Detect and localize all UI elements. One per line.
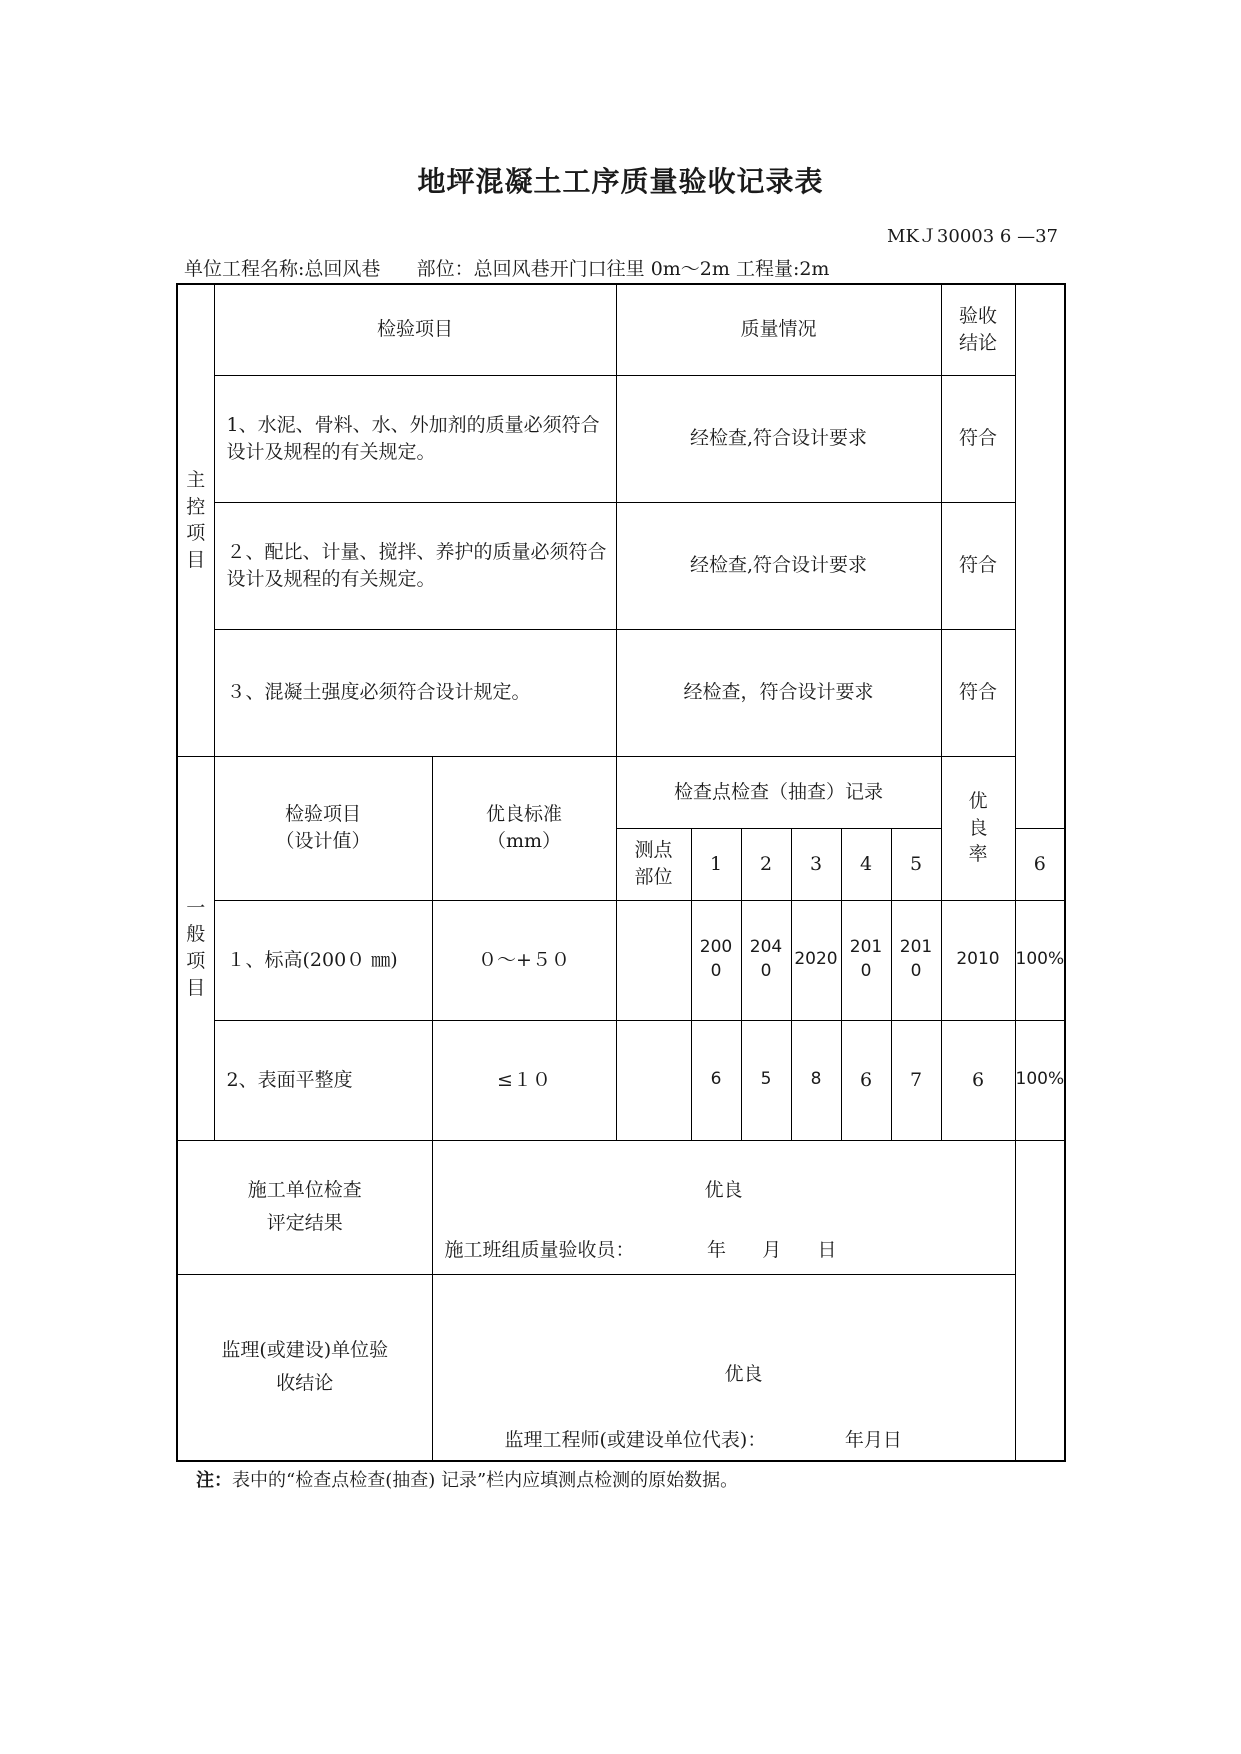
general-position-1 (616, 900, 691, 1020)
supervision-signature-line: 监理工程师(或建设单位代表)： 年月日 (504, 1428, 902, 1451)
main-item-1: 1、水泥、骨料、水、外加剂的质量必须符合设计及规程的有关规定。 (214, 375, 616, 502)
table-row (177, 1020, 1065, 1140)
main-item-header: 检验项目 (214, 284, 616, 375)
main-conclusion-1: 符合 (941, 375, 1015, 502)
general-section-label: 一般项目 (177, 756, 214, 1140)
table-row (177, 375, 1065, 502)
point-5-header: 5 (891, 828, 941, 900)
project-info (184, 254, 829, 281)
main-conclusion-2: 符合 (941, 502, 1015, 629)
general-header-row (177, 756, 1065, 828)
general-value-2-1: 6 (691, 1020, 741, 1140)
general-item-2: 2、表面平整度 (214, 1020, 432, 1140)
general-value-1-2: 2040 (741, 900, 791, 1020)
footnote (196, 1466, 738, 1492)
general-rate-1: 100% (1015, 900, 1065, 1020)
point-3-header: 3 (791, 828, 841, 900)
general-value-2-3: 8 (791, 1020, 841, 1140)
supervision-label: 监理(或建设)单位验收结论 (177, 1274, 432, 1461)
general-value-2-4: 6 (841, 1020, 891, 1140)
record-header: 检查点检查（抽查）记录 (616, 756, 941, 828)
general-position-2 (616, 1020, 691, 1140)
inspection-table (176, 283, 1066, 1462)
general-value-1-4: 2010 (841, 900, 891, 1020)
construction-check-label: 施工单位检查评定结果 (177, 1140, 432, 1274)
general-value-1-5: 2010 (891, 900, 941, 1020)
rate-header: 优良率 (941, 756, 1015, 900)
supervision-content (432, 1274, 1015, 1461)
general-value-1-1: 2000 (691, 900, 741, 1020)
general-standard-1: ０～+５０ (432, 900, 616, 1020)
general-value-1-6: 2010 (941, 900, 1015, 1020)
table-row (177, 629, 1065, 756)
footnote-prefix: 注： (196, 1470, 232, 1491)
main-control-header-row (177, 284, 1065, 375)
main-control-section-label: 主控项目 (177, 284, 214, 756)
general-rate-2: 100% (1015, 1020, 1065, 1140)
point-1-header: 1 (691, 828, 741, 900)
main-conclusion-3: 符合 (941, 629, 1015, 756)
footnote-text: 表中的“检查点检查(抽查) 记录”栏内应填测点检测的原始数据。 (232, 1470, 739, 1491)
construction-check-content (432, 1140, 1015, 1274)
document-code: MKＪ30003 6 —37 (887, 226, 1058, 247)
unit-project-name: 单位工程名称:总回风巷 (184, 258, 381, 280)
point-position-header: 测点部位 (616, 828, 691, 900)
main-item-2: ２、配比、计量、搅拌、养护的质量必须符合设计及规程的有关规定。 (214, 502, 616, 629)
table-row (177, 900, 1065, 1020)
general-item-header: 检验项目（设计值） (214, 756, 432, 900)
main-quality-2: 经检查,符合设计要求 (616, 502, 941, 629)
general-value-1-3: 2020 (791, 900, 841, 1020)
general-item-1: １、标高(200０ ㎜) (214, 900, 432, 1020)
location-info: 部位：总回风巷开门口往里 0m～2m 工程量:2m (416, 258, 830, 280)
general-value-2-6: 6 (941, 1020, 1015, 1140)
main-quality-1: 经检查,符合设计要求 (616, 375, 941, 502)
supervision-result: 优良 (724, 1362, 763, 1385)
general-value-2-5: 7 (891, 1020, 941, 1140)
general-standard-header: 优良标准（mm） (432, 756, 616, 900)
point-6-header: 6 (1015, 828, 1065, 900)
supervision-row (177, 1274, 1065, 1461)
point-4-header: 4 (841, 828, 891, 900)
general-standard-2: ≤１０ (432, 1020, 616, 1140)
point-2-header: 2 (741, 828, 791, 900)
table-row (177, 502, 1065, 629)
construction-check-row (177, 1140, 1065, 1274)
main-item-3: ３、混凝土强度必须符合设计规定。 (214, 629, 616, 756)
construction-signature-line: 施工班组质量验收员： 年 月 日 (444, 1238, 837, 1261)
general-value-2-2: 5 (741, 1020, 791, 1140)
main-conclusion-header: 验收结论 (941, 284, 1015, 375)
construction-check-result: 优良 (704, 1178, 743, 1201)
main-quality-3: 经检查，符合设计要求 (616, 629, 941, 756)
main-quality-header: 质量情况 (616, 284, 941, 375)
form-title: 地坪混凝土工序质量验收记录表 (417, 165, 824, 198)
